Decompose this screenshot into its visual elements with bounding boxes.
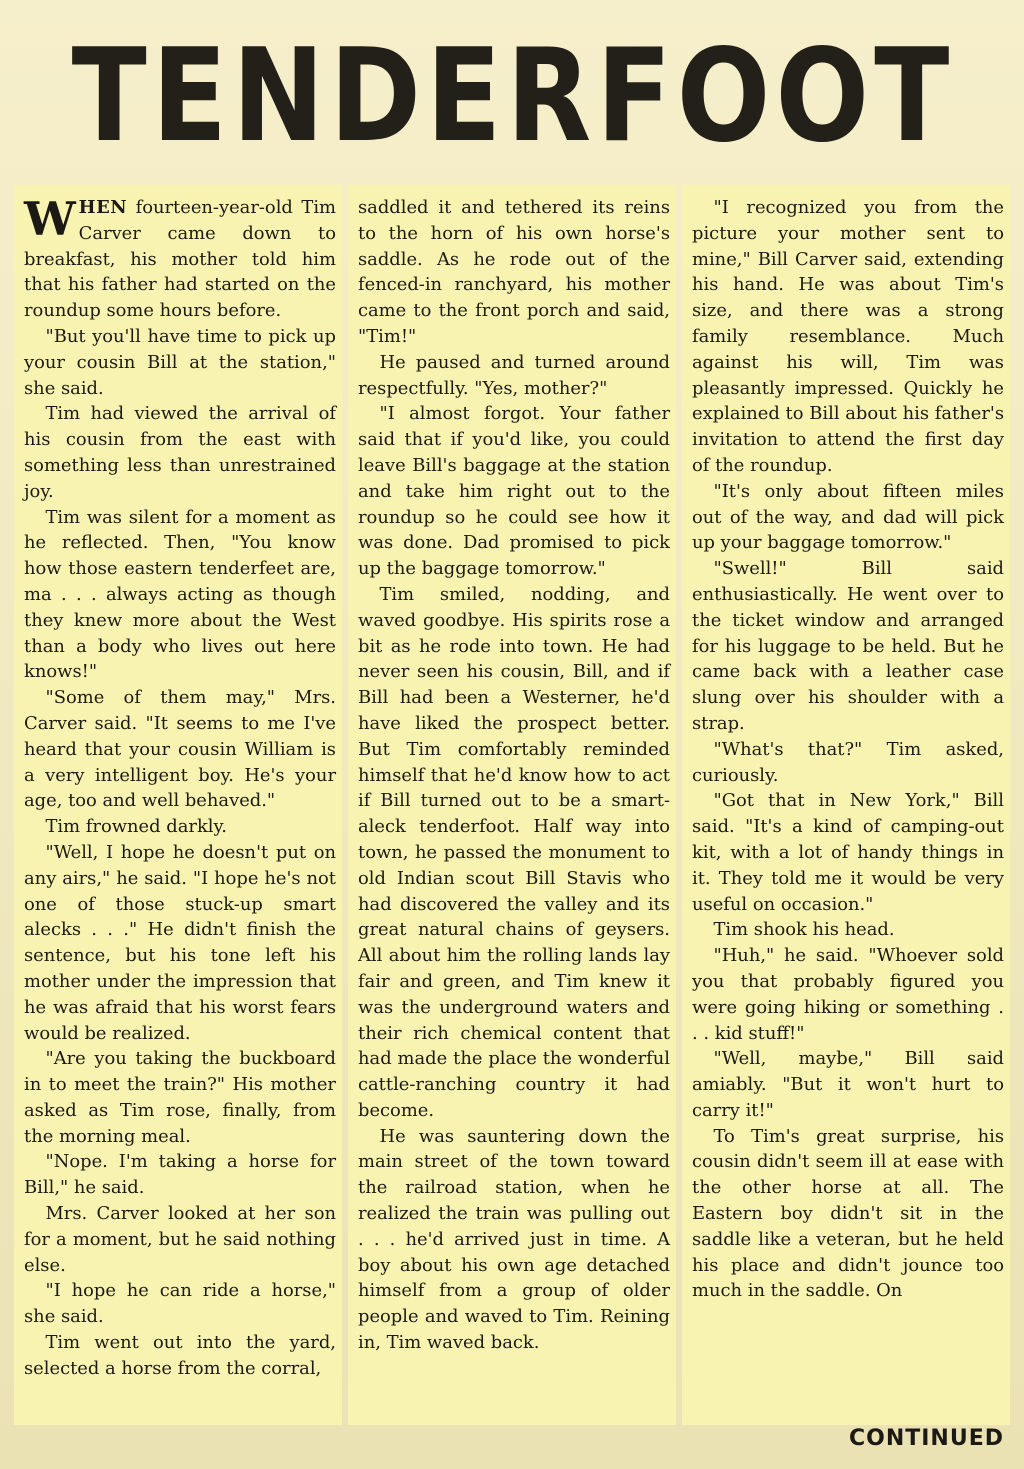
paragraph: Tim frowned darkly. (45, 816, 227, 838)
paragraph: Tim went out into the yard, selected a horse from the corral, (24, 1332, 336, 1379)
story-columns (14, 185, 1010, 1425)
text-column-1 (14, 185, 342, 1425)
paragraph: "Got that in New York," Bill said. "It's a kind of camping-out kit, with a lot of handy things in it. They told me it would be very useful on occasion." (692, 790, 1004, 915)
paragraph: "Huh," he said. "Whoever sold you that probably figured you were going hiking or something . . . kid stuff!" (692, 945, 1004, 1044)
continued-label: CONTINUED (848, 1426, 1004, 1451)
paragraph: Tim was silent for a moment as he reflected. Then, "You know how those eastern tenderfeet are, ma . . . always acting as though they knew more about the West than a body who lives out here knows!" (24, 506, 336, 683)
paragraph: "But you'll have time to pick up your cousin Bill at the station," she said. (24, 325, 336, 399)
opening-small-caps: HEN (78, 197, 128, 218)
continuation-paragraph: saddled it and tethered its reins to the horn of his own horse's saddle. As he rode out of the fenced-in ranchyard, his mother came to the front porch and said, "Tim!" (358, 197, 670, 347)
paragraph: "What's that?" Tim asked, curiously. (692, 738, 1004, 786)
paragraph: "Swell!" Bill said enthusiastically. He went over to the ticket window and arranged for his luggage to be held. But he came back with a leather case slung over his shoulder with a strap. (692, 558, 1004, 734)
paragraph: "Nope. I'm taking a horse for Bill," he said. (24, 1151, 336, 1199)
paragraph: Tim had viewed the arrival of his cousin from the east with something less than unrestrained joy. (24, 403, 336, 502)
paragraph: "It's only about fifteen miles out of the way, and dad will pick up your baggage tomorrow." (692, 480, 1004, 554)
paragraph: He was sauntering down the main street of the town toward the railroad station, when he realized the train was pulling out . . . he'd arrived just in time. A boy about his own age detached himself from a group of older people and waved to Tim. Reining in, Tim waved back. (358, 1125, 670, 1354)
paragraph: "I almost forgot. Your father said that if you'd like, you could leave Bill's baggage at the station and take him right out to the roundup so he could see how it was done. Dad promised to pick up the baggage tomorrow." (358, 403, 670, 580)
paragraph: "I hope he can ride a horse," she said. (24, 1280, 336, 1328)
paragraph: He paused and turned around respectfully. "Yes, mother?" (358, 351, 670, 399)
paragraph: "Well, maybe," Bill said amiably. "But it won't hurt to carry it!" (692, 1048, 1004, 1121)
paragraph: "Some of them may," Mrs. Carver said. "It seems to me I've heard that your cousin William is a very intelligent boy. He's your age, too and well behaved." (24, 687, 336, 812)
opening-paragraph (24, 192, 336, 324)
paragraph: Mrs. Carver looked at her son for a moment, but he said nothing else. (24, 1203, 336, 1276)
story-title: TENDERFOOT (71, 22, 955, 171)
text-column-2 (348, 185, 676, 1425)
drop-cap: W (24, 192, 76, 246)
opening-text: fourteen-year-old Tim Carver came down to breakfast, his mother told him that his father had started on the roundup some hours before. (24, 197, 336, 322)
paragraph: To Tim's great surprise, his cousin didn't seem ill at ease with the other horse at all. The Eastern boy didn't sit in the saddle like a veteran, but he held his place and didn't jounce too much in the saddle. On (692, 1125, 1004, 1302)
paragraph: "Well, I hope he doesn't put on any airs," he said. "I hope he's not one of those stuck-up smart alecks . . ." He didn't finish the sentence, but his tone left his mother under the impression that he was afraid that his worst fears would be realized. (24, 841, 336, 1044)
paragraph: Tim smiled, nodding, and waved goodbye. His spirits rose a bit as he rode into town. He had never seen his cousin, Bill, and if Bill had been a Westerner, he'd have liked the prospect better. But Tim comfortably reminded himself that he'd know how to act if Bill turned out to be a smart-aleck tenderfoot. Half way into town, he passed the monument to old Indian scout Bill Stavis who had discovered the valley and its great natural chains of geysers. All about him the rolling lands lay fair and green, and Tim knew it was the underground waters and their rich chemical content that had made the place the wonderful cattle-ranching country it had become. (358, 583, 670, 1121)
paragraph: Tim shook his head. (713, 919, 895, 941)
paragraph: "Are you taking the buckboard in to meet the train?" His mother asked as Tim rose, finally, from the morning meal. (24, 1048, 336, 1147)
paragraph: "I recognized you from the picture your mother sent to mine," Bill Carver said, extending his hand. He was about Tim's size, and there was a strong family resemblance. Much against his will, Tim was pleasantly impressed. Quickly he explained to Bill about his father's invitation to attend the first day of the roundup. (692, 197, 1004, 476)
text-column-3 (682, 185, 1010, 1425)
